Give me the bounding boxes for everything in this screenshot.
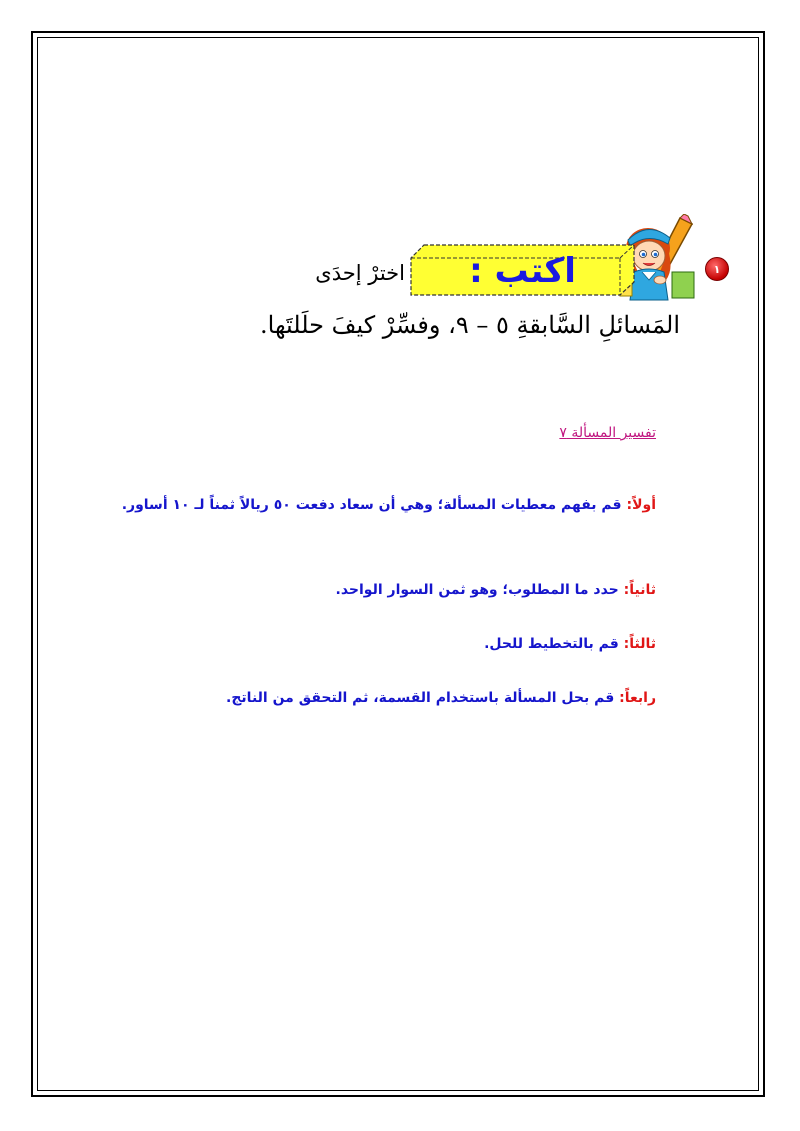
step-first (90, 485, 656, 525)
step-third (430, 634, 656, 654)
step-label: رابعاً: (619, 690, 656, 706)
step-fourth (160, 688, 656, 708)
step-text: قم بالتخطيط للحل. (484, 636, 624, 652)
step-label: أولاً: (626, 497, 656, 513)
exercise-header (0, 0, 800, 380)
question-number-badge: ١ (705, 257, 729, 281)
write-banner-label: اكتب : (469, 251, 576, 291)
step-text: حدد ما المطلوب؛ وهو ثمن السوار الواحد. (335, 582, 624, 598)
step-text: قم بحل المسألة باستخدام القسمة، ثم التحقق من الناتج. (226, 690, 620, 706)
exercise-prompt-line2: المَسائلِ السَّابقةِ ٥ – ٩، وفسِّرْ كيفَ حلَلتَها. (260, 311, 680, 339)
step-text: قم بفهم معطيات المسألة؛ وهي أن سعاد دفعت ٥٠ ريالاً ثمناً لـ ١٠ أساور. (121, 497, 627, 513)
exercise-prompt-line1: اخترْ إحدَى (315, 261, 405, 285)
step-second (240, 580, 656, 600)
step-label: ثالثاً: (623, 636, 656, 652)
step-label: ثانياً: (623, 582, 656, 598)
section-title: تفسير المسألة ٧ (559, 425, 656, 441)
